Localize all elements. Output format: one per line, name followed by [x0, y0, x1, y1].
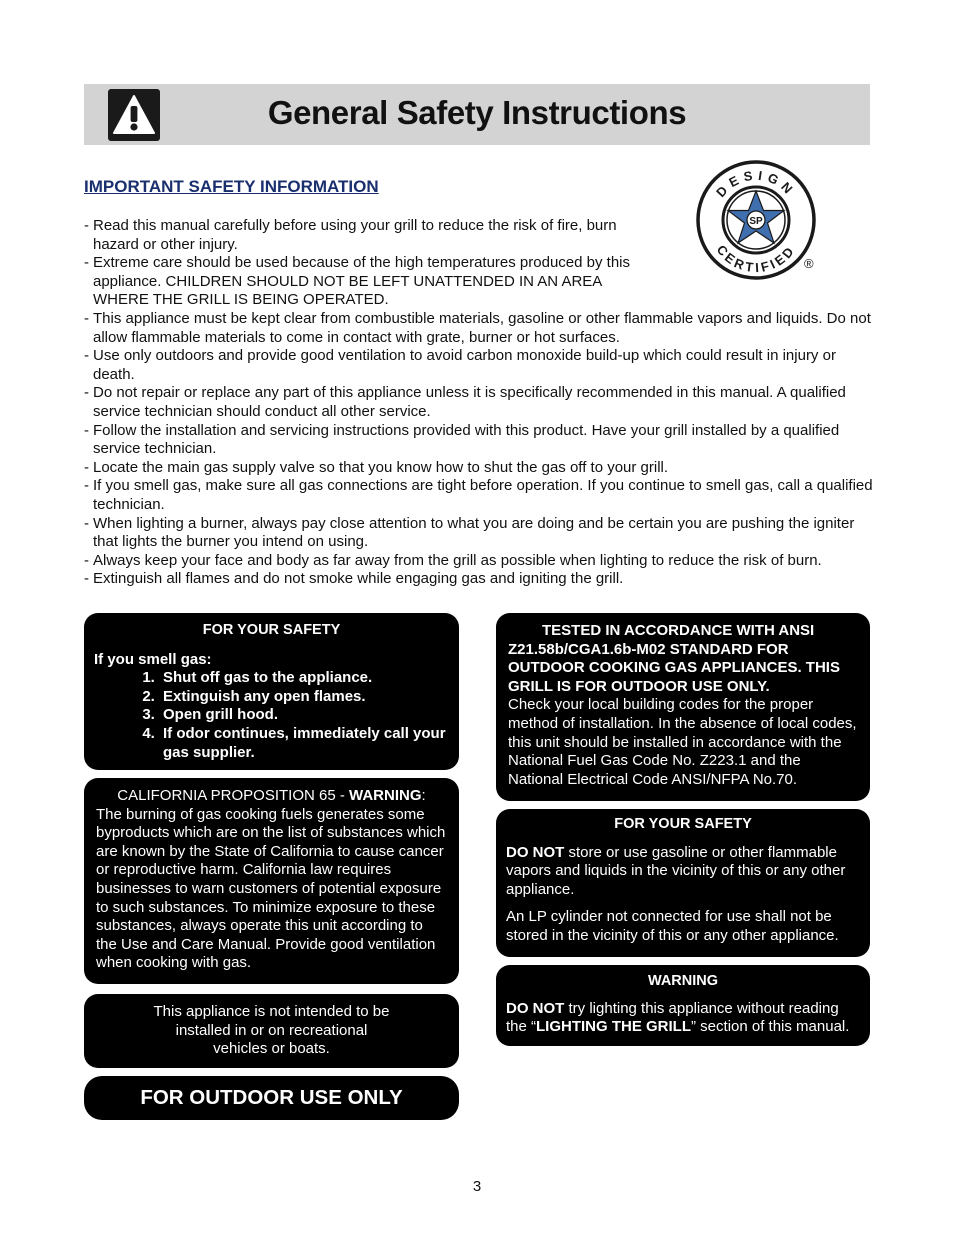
list-item: - Locate the main gas supply valve so that you know how to shut the gas off to your grill. [84, 459, 874, 478]
outdoor-use-title: FOR OUTDOOR USE ONLY [140, 1086, 403, 1109]
ansi-box [496, 613, 870, 801]
seal-top-text: DESIGN [713, 167, 799, 201]
lighting-warning-box [496, 965, 870, 1046]
page-title: General Safety Instructions [267, 94, 687, 131]
rv-line-2: installed in or on recreational [175, 1021, 368, 1039]
list-item: - Extinguish all flames and do not smoke while engaging gas and igniting the grill. [84, 570, 874, 589]
header-bar [84, 84, 870, 145]
safety-info-list [84, 217, 874, 589]
list-item: - Do not repair or replace any part of this appliance unless it is specifically recommended in this manual. A qualified service technician should conduct all other service. [84, 384, 874, 421]
storage-para-1 [506, 844, 860, 900]
section-heading: IMPORTANT SAFETY INFORMATION [84, 177, 379, 196]
storage-para-2: An LP cylinder not connected for use shall not be stored in the vicinity of this or any other appliance. [506, 908, 839, 944]
storage-box [496, 809, 870, 957]
seal-bottom-text: CERTIFIED [713, 242, 799, 276]
prop65-body: The burning of gas cooking fuels generates some byproducts which are on the list of substances which are known by the State of California to cause cancer or reproductive harm. California law requires businesses to warn customers of potential exposure to such substances. To minimize exposure to these substances, always operate this unit according to the Use and Care Manual. Provide good ventilation when cooking with gas. [96, 805, 446, 972]
list-item: - Read this manual carefully before using your grill to reduce the risk of fire, burn hazard or other injury. [84, 217, 653, 254]
list-item: - This appliance must be kept clear from combustible materials, gasoline or other flammable vapors and liquids. Do not allow flammable materials to come in contact with grate, burner or hot surfaces. [84, 310, 874, 347]
prop65-lead: CALIFORNIA PROPOSITION 65 - [117, 787, 350, 804]
prop65-warning-word: WARNING [349, 787, 422, 804]
gas-smell-box [84, 613, 459, 770]
storage-do-not: DO NOT [506, 843, 565, 861]
gas-smell-steps [94, 669, 449, 762]
registered-mark: ® [804, 256, 814, 271]
rv-line-3: vehicles or boats. [213, 1040, 330, 1058]
lighting-warning-text [506, 1000, 860, 1037]
prop65-box [84, 778, 459, 984]
list-item: 4. If odor continues, immediately call your gas supplier. [159, 725, 449, 762]
list-item: 2. Extinguish any open flames. [159, 688, 449, 707]
storage-para-1-text: store or use gasoline or other flammable vapors and liquids in the vicinity of this or any other appliance. [506, 843, 846, 898]
lighting-text-2: ” section of this manual. [691, 1018, 850, 1036]
lighting-warning-heading: WARNING [647, 973, 719, 989]
list-item: - Always keep your face and body as far away from the grill as possible when lighting to reduce the risk of burn. [84, 552, 874, 571]
lighting-section-name: LIGHTING THE GRILL [536, 1018, 692, 1036]
list-item: - Use only outdoors and provide good ventilation to avoid carbon monoxide build-up which could result in injury or death. [84, 347, 874, 384]
gas-smell-intro: If you smell gas: [94, 650, 212, 668]
rv-line-1: This appliance is not intended to be [153, 1003, 390, 1020]
storage-heading: FOR YOUR SAFETY [614, 816, 752, 832]
rv-notice-box [84, 994, 459, 1068]
list-item: - Follow the installation and servicing instructions provided with this product. Have your grill installed by a qualified service technician. [84, 422, 874, 459]
list-item: - When lighting a burner, always pay close attention to what you are doing and be certain you are pushing the igniter that lights the burner you intend on using. [84, 515, 874, 552]
prop65-colon: : [421, 787, 426, 804]
lighting-do-not: DO NOT [506, 999, 565, 1017]
page-number: 3 [472, 1178, 482, 1195]
prop65-lead-line [96, 787, 447, 806]
ansi-body: Check your local building codes for the proper method of installation. In the absence of local codes, this unit should be installed in accordance with the National Fuel Gas Code No. Z223.1 and the National Electrical Code ANSI/NFPA No.70. [508, 696, 857, 788]
list-item: - If you smell gas, make sure all gas connections are tight before operation. If you continue to smell gas, call a qualified technician. [84, 477, 874, 514]
list-item: 1. Shut off gas to the appliance. [159, 669, 449, 688]
list-item: - Extreme care should be used because of the high temperatures produced by this appliance. CHILDREN SHOULD NOT BE LEFT UNATTENDED IN AN AREA WHERE THE GRILL IS BEING OPERATED. [84, 254, 653, 310]
list-item: 3. Open grill hood. [159, 706, 449, 725]
ansi-bold-text: TESTED IN ACCORDANCE WITH ANSI Z21.58b/CGA1.6b-M02 STANDARD FOR OUTDOOR COOKING GAS APPLIANCES. THIS GRILL IS FOR OUTDOOR USE ONLY. [508, 622, 840, 695]
outdoor-use-box [84, 1076, 459, 1120]
svg-text:SP: SP [749, 216, 763, 227]
gas-smell-heading: FOR YOUR SAFETY [202, 622, 341, 638]
lighting-text-1: try lighting this appliance without reading the “ [506, 999, 839, 1036]
